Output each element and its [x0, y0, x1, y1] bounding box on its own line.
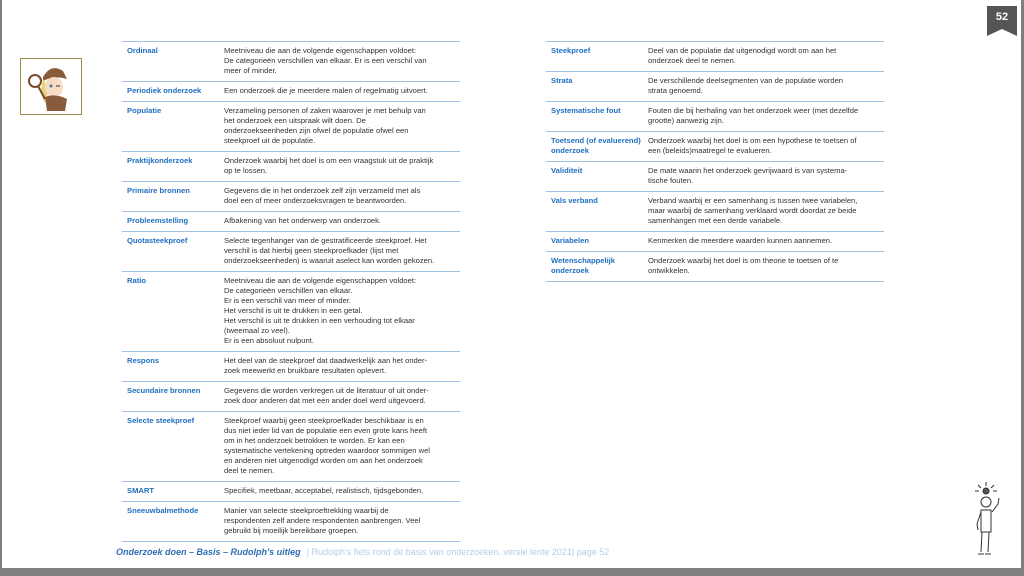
glossary-entry — [546, 101, 884, 131]
glossary-term: Validiteit — [551, 166, 583, 175]
glossary-entry — [122, 41, 460, 81]
glossary-term: Wetenschappelijk onderzoek — [551, 256, 616, 275]
glossary-entry — [122, 351, 460, 381]
glossary-term: Secundaire bronnen — [127, 386, 201, 395]
glossary-definition: Onderzoek waarbij het doel is om een hypothese te toetsen of een (beleids)maatregel te evalueren. — [648, 136, 857, 155]
glossary-definition: De mate waarin het onderzoek gevrijwaard is van systema- tische fouten. — [648, 166, 848, 185]
glossary-entry — [122, 181, 460, 211]
glossary-entry — [122, 411, 460, 481]
glossary-definition: Steekproef waarbij geen steekproefkader beschikbaar is en dus niet ieder lid van de populatie een even grote kans heeft om in het onderzoek betrokken te worden. Er kan een systematische vertekening optreden waardoor sommigen wel en anderen niet uitgenodigd worden om aan het onderzoek deel te nemen. — [224, 416, 430, 475]
glossary-entry — [122, 81, 460, 101]
glossary-term: Variabelen — [551, 236, 589, 245]
glossary-definition: Onderzoek waarbij het doel is om een vraagstuk uit de praktijk op te lossen. — [224, 156, 434, 175]
glossary-term: Sneeuwbalmethode — [127, 506, 199, 515]
page-footer — [116, 547, 609, 557]
glossary-definition: Kenmerken die meerdere waarden kunnen aannemen. — [648, 236, 833, 245]
glossary-term: Populatie — [127, 106, 162, 115]
glossary-term: Strata — [551, 76, 573, 85]
glossary-term: SMART — [127, 486, 154, 495]
glossary-definition: Manier van selecte steekproeftrekking waarbij de respondenten zelf andere respondenten aanbrengen. Veel gebruikt bij moeilijk bereikbare groepen. — [224, 506, 421, 535]
glossary-term: Steekproef — [551, 46, 591, 55]
glossary-term: Selecte steekproef — [127, 416, 195, 425]
glossary-term: Quotasteekproef — [127, 236, 188, 245]
glossary-definition: Deel van de populatie dat uitgenodigd wordt om aan het onderzoek deel te nemen. — [648, 46, 837, 65]
glossary-term: Vals verband — [551, 196, 598, 205]
glossary-definition: Gegevens die worden verkregen uit de literatuur of uit onder- zoek door anderen dat met een ander doel werd uitgevoerd. — [224, 386, 429, 405]
glossary-column-right — [546, 41, 884, 282]
glossary-definition: Het deel van de steekproef dat daadwerkelijk aan het onder- zoek meewerkt en bruikbare resultaten oplevert. — [224, 356, 428, 375]
glossary-entry — [546, 231, 884, 251]
glossary-definition: Meetniveau die aan de volgende eigenschappen voldoet: De categorieën verschillen van elkaar. Er is een verschil van meer of minder. — [224, 46, 427, 75]
glossary-entry — [546, 161, 884, 191]
page-number-badge — [987, 6, 1017, 36]
glossary-definition: Fouten die bij herhaling van het onderzoek weer (met dezelfde grootte) aanwezig zijn. — [648, 106, 859, 125]
glossary-definition: De verschillende deelsegmenten van de populatie worden strata genoemd. — [648, 76, 844, 95]
glossary-entry — [122, 101, 460, 151]
glossary-term: Systematische fout — [551, 106, 621, 115]
glossary-term: Ordinaal — [127, 46, 158, 55]
glossary-definition: Afbakening van het onderwerp van onderzoek. — [224, 216, 382, 225]
glossary-entry — [546, 71, 884, 101]
glossary-definition: Selecte tegenhanger van de gestratificeerde steekproef. Het verschil is dat hierbij geen steekproefkader (lijst met onderzoekseenheden) is waaruit aselect kan worden gekozen. — [224, 236, 435, 265]
glossary-term: Periodiek onderzoek — [127, 86, 202, 95]
glossary-entry — [122, 501, 460, 542]
glossary-entry — [122, 231, 460, 271]
page-number: 52 — [995, 11, 1009, 23]
glossary-definition: Onderzoek waarbij het doel is om theorie te toetsen of te ontwikkelen. — [648, 256, 839, 275]
glossary-definition: Specifiek, meetbaar, acceptabel, realistisch, tijdsgebonden. — [224, 486, 424, 495]
glossary-term: Respons — [127, 356, 160, 365]
glossary-definition: Gegevens die in het onderzoek zelf zijn verzameld met als doel een of meer onderzoeksvragen te beantwoorden. — [224, 186, 421, 205]
glossary-entry — [122, 271, 460, 351]
footer-title: Onderzoek doen – Basis – Rudolph's uitleg — [116, 547, 301, 557]
glossary-definition: Verzameling personen of zaken waarover je met behulp van het onderzoek een uitspraak wilt doen. De onderzoekseenheden zijn ofwel de populatie ofwel een steekproef uit de populatie. — [224, 106, 426, 145]
glossary-entry — [122, 381, 460, 411]
glossary-term: Probleemstelling — [127, 216, 189, 225]
glossary-term: Toetsend (of evaluerend) onderzoek — [551, 136, 641, 155]
glossary-entry — [122, 151, 460, 181]
glossary-definition: Een onderzoek die je meerdere malen of regelmatig uitvoert. — [224, 86, 428, 95]
detective-illustration-icon — [20, 58, 82, 115]
glossary-term: Ratio — [127, 276, 146, 285]
lightbulb-person-icon — [962, 480, 1012, 558]
glossary-entry — [546, 41, 884, 71]
glossary-entry — [122, 481, 460, 501]
glossary-definition: Verband waarbij er een samenhang is tussen twee variabelen, maar waarbij de samenhang verklaard wordt doordat ze beide samenhangen met een derde variabele. — [648, 196, 858, 225]
glossary-entry — [546, 131, 884, 161]
glossary-definition: Meetniveau die aan de volgende eigenschappen voldoet: De categorieën verschillen van elkaar. Er is een verschil van meer of minder. Het verschil is uit te drukken in een getal. Het verschil is uit te drukken in een verhouding tot elkaar (tweemaal zo veel). Er is een absoluut nulpunt. — [224, 276, 417, 345]
glossary-entry — [546, 191, 884, 231]
glossary-entry — [122, 211, 460, 231]
footer-subtitle: | Rudolph's fiets rond de basis van onderzoeken. versie lente 2021| page 52 — [306, 547, 610, 557]
glossary-entry — [546, 251, 884, 282]
document-page — [2, 0, 1021, 568]
glossary-term: Primaire bronnen — [127, 186, 190, 195]
glossary-term: Praktijkonderzoek — [127, 156, 193, 165]
glossary-column-left — [122, 41, 460, 542]
